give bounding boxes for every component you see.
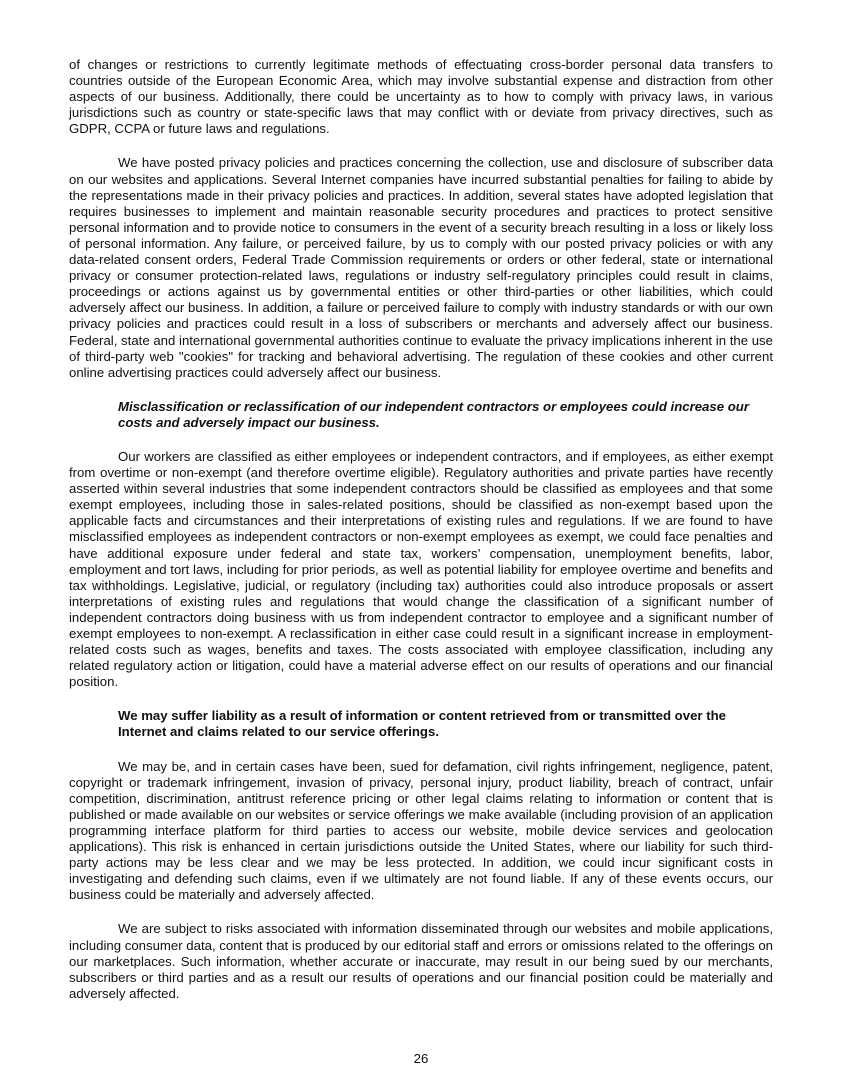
paragraph-worker-classification: Our workers are classified as either employees or independent contractors, and if employees, as either exempt from overtime or non-exempt (and therefore overtime eligible). Regulatory authorities and private parties have recently asserted within several industries that some independent contractors should be classified as employees and that some exempt employees, including those in sales-related positions, should be classified as non-exempt based upon the applicable facts and circumstances and their interpretations of existing rules and regulations. If we are found to have misclassified employees as independent contractors or non-exempt employees as exempt, we could face penalties and have additional exposure under federal and state tax, workers’ compensation, unemployment benefits, labor, employment and tort laws, including for prior periods, as well as potential liability for employee overtime and benefits and tax withholdings. Legislative, judicial, or regulatory (including tax) authorities could also introduce proposals or assert interpretations of existing rules and regulations that would change the classification of a significant number of independent contractors doing business with us from independent contractor to employee and a significant number of exempt employees to non-exempt. A reclassification in either case could result in a significant increase in employment-related costs such as wages, benefits and taxes. The costs associated with employee classification, including any related regulatory action or litigation, could have a material adverse effect on our results of operations and our financial position. [69,448,773,690]
paragraph-information-risks: We are subject to risks associated with information disseminated through our websites and mobile applications, including consumer data, content that is produced by our editorial staff and errors or omissions related to the offerings on our marketplaces. Such information, whether accurate or inaccurate, may result in our being sued by our merchants, subscribers or third parties and as a result our results of operations and our financial position could be materially and adversely affected. [69,921,773,1001]
page-number: 26 [413,1051,429,1066]
paragraph-privacy-policies: We have posted privacy policies and practices concerning the collection, use and disclosure of subscriber data on our websites and applications. Several Internet companies have incurred substantial penalties for failing to abide by the representations made in their privacy policies and practices. In addition, several states have adopted legislation that requires businesses to implement and maintain reasonable security procedures and practices to protect sensitive personal information and to provide notice to consumers in the event of a security breach resulting in a loss or likely loss of personal information. Any failure, or perceived failure, by us to comply with our posted privacy policies or with any data-related consent orders, Federal Trade Commission requirements or orders or other federal, state or international privacy or consumer protection-related laws, regulations or industry self-regulatory principles could result in claims, proceedings or actions against us by governmental entities or other third-parties or other liabilities, which could adversely affect our business. In addition, a failure or perceived failure to comply with industry standards or with our own privacy policies and practices could result in a loss of subscribers or merchants and adversely affect our business. Federal, state and international governmental authorities continue to evaluate the privacy implications inherent in the use of third-party web "cookies" for tracking and behavioral advertising. The regulation of these cookies and other current online advertising practices could adversely affect our business. [69,155,773,380]
risk-heading-misclassification: Misclassification or reclassification of our independent contractors or employees could increase our costs and adversely impact our business. [118,398,749,430]
document-page [69,57,773,1020]
risk-heading-internet-liability: We may suffer liability as a result of information or content retrieved from or transmitted over the Internet and claims related to our service offerings. [118,708,726,740]
paragraph-continuation: of changes or restrictions to currently legitimate methods of effectuating cross-border personal data transfers to countries outside of the European Economic Area, which may involve substantial expense and distraction from other aspects of our business. Additionally, there could be uncertainty as to how to comply with privacy laws, in various jurisdictions such as country or state-specific laws that may conflict with or deviate from privacy directives, such as GDPR, CCPA or future laws and regulations. [69,57,773,137]
paragraph-legal-claims: We may be, and in certain cases have been, sued for defamation, civil rights infringement, negligence, patent, copyright or trademark infringement, invasion of privacy, personal injury, product liability, breach of contract, unfair competition, discrimination, antitrust reference pricing or other legal claims relating to information or content that is published or made available on our websites or service offerings we make available (including provision of an application programming interface platform for third parties to access our website, mobile device services and geolocation applications). This risk is enhanced in certain jurisdictions outside the United States, where our liability for such third-party actions may be less clear and we may be less protected. In addition, we could incur significant costs in investigating and defending such claims, even if we ultimately are not found liable. If any of these events occurs, our business could be materially and adversely affected. [69,758,773,903]
